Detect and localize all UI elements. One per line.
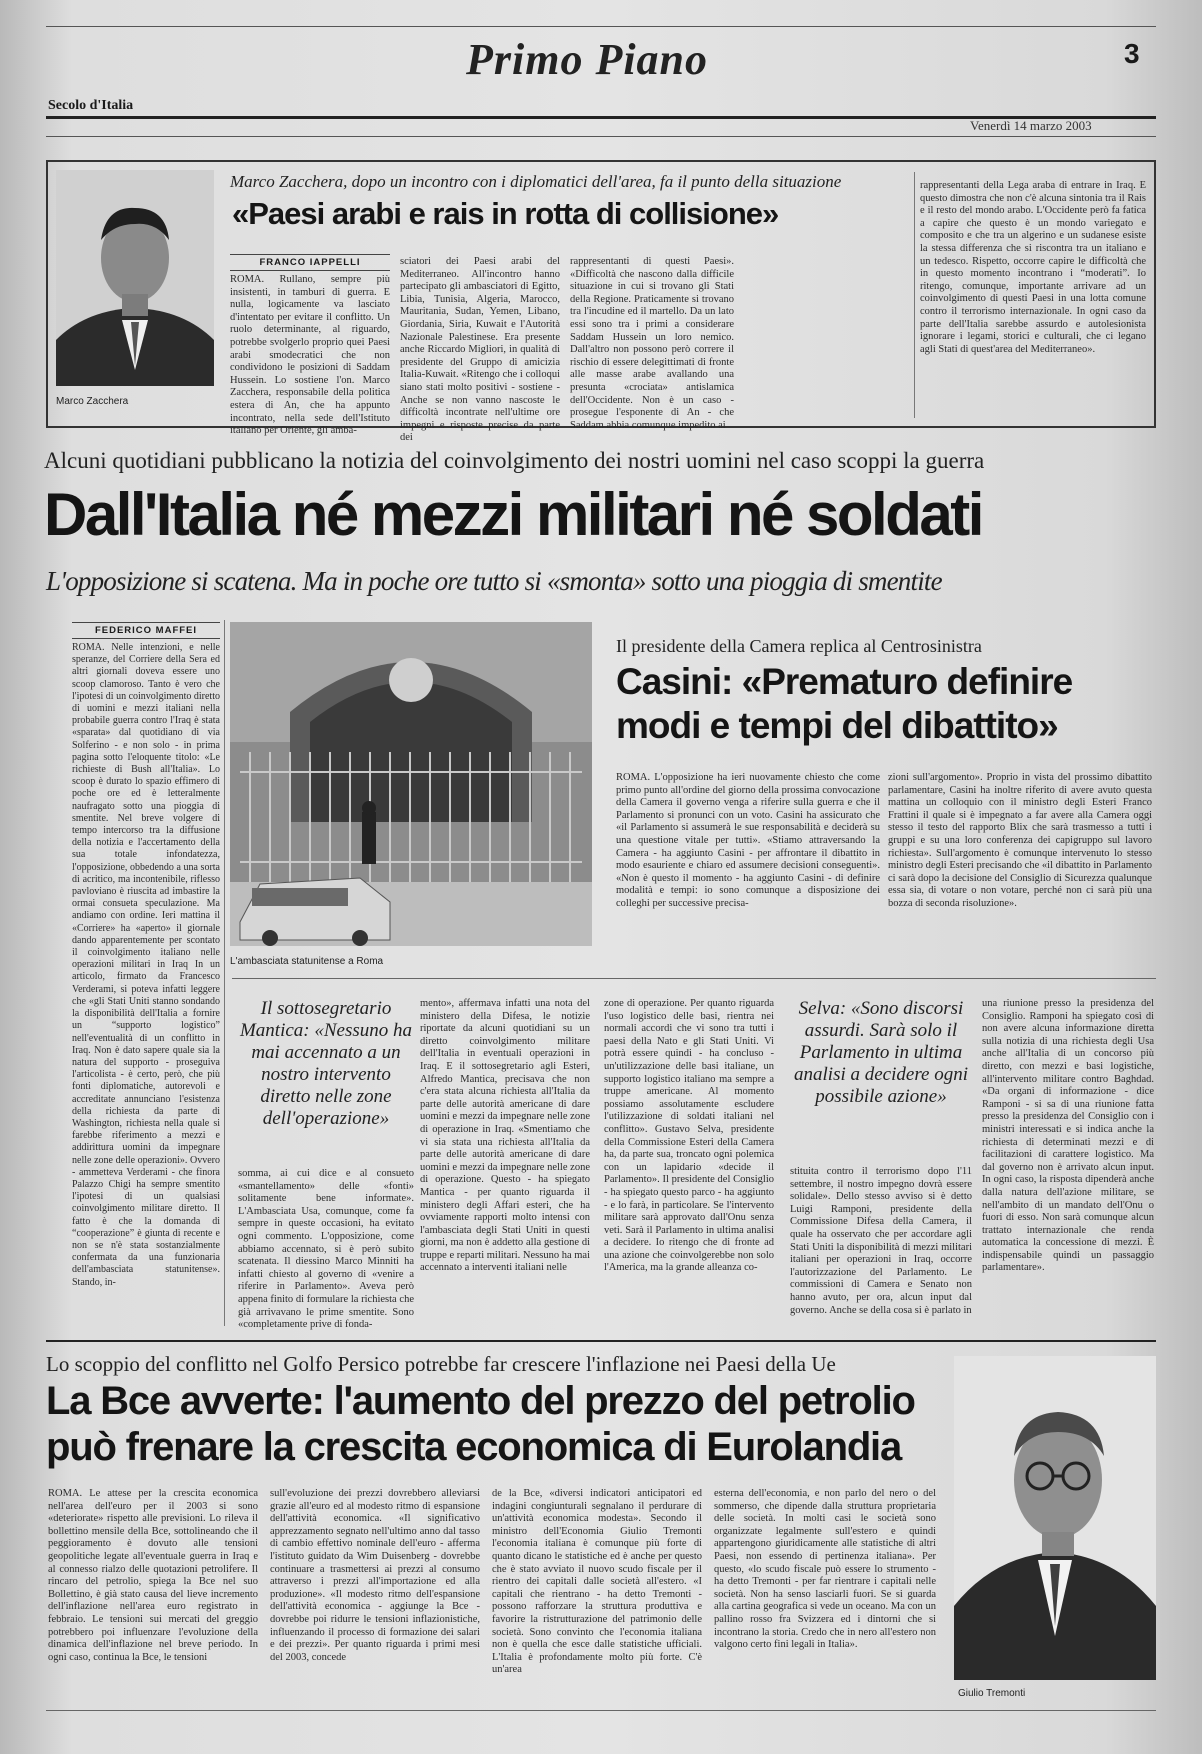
- article3-col2: zioni sull'argomento». Proprio in vista del prossimo dibattito parlamentare, Casini ha inoltre riferito di avere avuto questa mattina un colloquio con il ministro degli Esteri Franco Frattini il quale si è impegnato a far avere alla Camera oggi stesso il testo del rapporto Blix che sarà trasmesso a tutti i gruppi e su una loro conferenza dei capigruppo sul lavoro richiesta». Sull'argomento è comunque intervenuto lo stesso ministro degli Esteri precisando che «il dibattito in Parlamento ci sarà dopo la decisione del Consiglio di Sicurezza qualunque essa sia, di votare o non votare, perché non ci sarà più una bozza di seconda risoluzione».: [888, 772, 1152, 909]
- article2-left-divider: [224, 620, 225, 1326]
- article2-kicker: Alcuni quotidiani pubblicano la notizia del coinvolgimento dei nostri uomini nel caso scoppi la guerra: [44, 448, 985, 473]
- date-rule: [46, 136, 1156, 137]
- article2-subhead: L'opposizione si scatena. Ma in poche ore tutto si «smonta» sotto una pioggia di smentite: [46, 566, 942, 596]
- article4-col4: esterna dell'economia, e non parlo del nero o del sommerso, che dipende dalla struttura proprietaria delle società. In molti casi le società sono organizzate legalmente sull'estero e quindi appartengono giuridicamente alle statistiche di altri Paesi, non essendo di pertinenza italiana». Per questo, «lo scudo fiscale può essere lo strumento - ha detto Tremonti - per far rientrare i capitali nelle società. Non ha senso lasciarli fuori. Se si guarda alla cartina geografica si vede un oceano. Ma con un pallino rosso fra Svizzera ed i dintorni che si incontrano la storia. Credo che in nero all'estero non valgono certo fini legali in Italia».: [714, 1488, 936, 1651]
- article2-left-column: ROMA. Nelle intenzioni, e nelle speranze, del Corriere della Sera ed altri giornali doveva essere uno scoop clamoroso. Tanto è vero che l'ipotesi di un coinvolgimento diretto di uomini e mezzi italiani nella probabile guerra contro l'Iraq è stata «sparata» dal quotidiano di via Solferino - e non solo - in prima pagina sotto l'eloquente titolo: «Le richieste di Bush all'Italia». Lo scoop è durato lo spazio effimero di poche ore ed è letteralmente naufragato sotto una pioggia di smentite. Nel breve volgere di tempo intercorso tra la diffusione della notizia e l'accertamento della sua totale infondatezza, l'opposizione, obbedendo a una sorta di acritico, ma incontenibile, riflesso pavloviano è riuscita ad imbastire la ormai consueta speculazione. Ma andiamo con ordine. Ieri mattina il «Corriere» ha «aperto» il giornale dando apparentemente per scontato il coinvolgimento italiano nelle operazioni militari in Iraq In un articolo, firmato da Francesco Verderami, si poteva infatti leggere che «gli Stati Uniti stanno sondando la disponibilità dell'Italia a fornire un “supporto logistico” nell'eventualità di un conflitto in Iraq. Non è dato sapere quale sia la natura del supporto - proseguiva l'articolista - è certo, però, che più fonti diplomatiche, autorevoli e accreditate annunciano l'esistenza della richiesta da parte di Washington, richiesta nella quale si farebbe riferimento a mezzi e addirittura uomini da impegnare nelle zone delle operazioni». Ovvero - ammetteva Verderami - che finora Palazzo Chigi ha sempre smentito l'ipotesi di un qualsiasi coinvolgimento militare diretto. Il fatto è che la domanda di “cooperazione” è giunta di recente e non se n'è stata sostanzialmente confermata da una funzionaria dell'ambasciata statunitense». Stando, in-: [72, 642, 220, 1288]
- embassy-image: [230, 622, 592, 946]
- article2-bottom-col5: una riunione presso la presidenza del Consiglio. Ramponi ha spiegato così di non avere alcuna informazione diretta sulla notizia di una richiesta degli Usa anche all'Italia di un concorso più diretto, con mezzi e basi logistiche, all'intervento militare contro Baghdad. «Da organi di informazione - dice Ramponi - si sa di una riunione fatta presso la presidenza del Consiglio con i ministri interessati e si indica anche la richiesta di determinati mezzi e di facilitazioni di carattere logistico. Ma dal governo non è arrivato alcun input. In ogni caso, la risposta dipenderà anche dalla natura dell'azione militare, se nell'ambito di un mandato dell'Onu o fuori di esso. Non sarà comunque alcun trattato internazionale che renda automatica la concessione di mezzi. È indispensabile quindi un passaggio parlamentare».: [982, 998, 1154, 1274]
- article1-col2: sciatori dei Paesi arabi del Mediterraneo. All'incontro hanno partecipato gli ambasciatori di Egitto, Libia, Tunisia, Algeria, Marocco, Mauritania, Sudan, Yemen, Libano, Giordania, Siria, Kuwait e l'Autorità Nazionale Palestinese. Era presente anche Riccardo Migliori, in qualità di presidente del Gruppo di amicizia Italia-Kuwait. «Ritengo che i colloqui siano stati molto positivi - sostiene - Anche se non vanno nascoste le difficoltà incontrate nell'ultime ore impegni e risposte precise da parte dei: [400, 256, 560, 444]
- tremonti-photo-caption: Giulio Tremonti: [958, 1688, 1026, 1699]
- article2-bottom-col3: zone di operazione. Per quanto riguarda l'uso logistico delle basi, rientra nei normali accordi che vi sono tra tutti i paesi della Nato e gli Stati Uniti. Vi potrà essere quindi - ha concluso - un'utilizzazione delle basi italiane, un supporto logistico italiano ma sempre a truppe americane. Al momento possiamo assolutamente escludere l'utilizzazione di soldati italiani nel conflitto». Gustavo Selva, presidente della Commissione Esteri della Camera ha, da parte sua, troncato ogni polemica con un lapidario «decide il Parlamento». Il presidente del Consiglio - ha spiegato questo parco - ha aggiunto - e lo farà, in particolare. Se l'intervento militare sarà approvato dall'Onu senza veti. Sarà il Parlamento in ultima analisi a decidere. Io ritengo che di fronte ad una azione che coinvolgerebbe non solo l'America, ma la grande alleanza co-: [604, 998, 774, 1274]
- article2-headline: Dall'Italia né mezzi militari né soldati: [44, 481, 982, 548]
- top-rule: [46, 26, 1156, 27]
- article4-col3: de la Bce, «diversi indicatori anticipatori ed indagini congiunturali segnalano il perdurare di un'attività economica modesta». Secondo il ministro dell'Economia Giulio Tremonti l'economia italiana è comunque più forte di quanto dicano le statistiche ed è anche per questo che è stato avviato il nuovo scudo fiscale per il rientro dei capitali dalle società all'estero. «I capitali che rientrano - ha detto Tremonti - possono rafforzare la struttura produttiva e favorire la ristrutturazione del patrimonio delle società. Sono convinto che l'economia italiana non è quella che esce dalle statistiche ufficiali. L'Italia è profondamente molto più forte. C'è un'area: [492, 1488, 702, 1676]
- paper-name: Secolo d'Italia: [48, 98, 134, 113]
- zacchera-photo: [56, 170, 214, 386]
- tremonti-photo: [954, 1356, 1156, 1680]
- article2-bottom-col1: somma, ai cui dice e al consueto «smantellamento» delle «fonti» solitamente bene informate». L'Ambasciata Usa, comunque, come fa sempre in queste occasioni, ha evitato ogni commento. L'opposizione, come abbiamo accennato, si è però subito scatenata. Il diessino Marco Minniti ha infatti chiesto al governo di «venire a riferire in Parlamento». Aveva però appena finito di formulare la richiesta che già arrivavano le prime smentite. Sono «completamente prive di fonda-: [238, 1168, 414, 1331]
- article1-divider: [914, 172, 915, 418]
- pull-quote-mantica: Il sottosegretario Mantica: «Nessuno ha mai accennato a un nostro intervento diretto nelle zone dell'operazione»: [239, 998, 413, 1129]
- issue-date: Venerdì 14 marzo 2003: [970, 118, 1092, 133]
- article3-headline: Casini: «Prematuro definire modi e tempi del dibattito»: [616, 661, 1073, 746]
- article1-col4: rappresentanti della Lega araba di entrare in Iraq. E questo dimostra che non c'è alcuna sintonia tra il Rais e il resto del mondo arabo. L'Occidente però fa fatica a capire che questo è un mondo variegato e composito e che tra un algerino e un sudanese esiste la stessa differenza che si riscontra tra un italiano e un tedesco. Rispetto, occorre capire le difficoltà che in questo momento incontrano i “moderati”. Io ritengo, comunque, importante arrivare ad un coinvolgimento di questi Paesi in una lotta comune contro il terrorismo internazionale. In ogni caso da parte dell'Italia sarebbe assurdo e autolesionista ignorare i legami, storici e culturali, che ci legano agli Stati di quest'area del Mediterraneo».: [920, 180, 1146, 355]
- article2-mid-rule: [232, 978, 1156, 979]
- pull-quote-selva: Selva: «Sono discorsi assurdi. Sarà solo il Parlamento in ultima analisi a decidere ogni possibile azione»: [794, 998, 968, 1107]
- article1-col3: rappresentanti di questi Paesi». «Difficoltà che nascono dalla difficile situazione in cui si trovano gli Stati della Regione. Praticamente si trovano tra l'incudine ed il martello. Da un lato essi sono tra i primi a considerare Saddam Hussein un loro nemico. Dall'altro non possono però correre il rischio di essere delegittimati di fronte alle masse arabe avallando una presunta «crociata» antislamica dell'Occidente. Non è un caso - prosegue l'esponente di An - che Saddam abbia comunque impedito ai: [570, 256, 734, 431]
- tremonti-image: [954, 1356, 1156, 1680]
- page-number: 3: [1124, 38, 1140, 69]
- portrait-image: [56, 170, 214, 386]
- bottom-rule: [46, 1710, 1156, 1711]
- article1-byline: FRANCO IAPPELLI: [230, 254, 390, 271]
- article4-top-rule: [46, 1340, 1156, 1342]
- article2-byline: FEDERICO MAFFEI: [72, 622, 220, 639]
- article4-col2: sull'evoluzione dei prezzi dovrebbero alleviarsi grazie all'euro ed al modesto ritmo di espansione dell'attività economica. «Il significativo apprezzamento segnato nell'ultimo anno dal tasso di cambio effettivo nominale dell'euro - afferma l'istituto guidato da Wim Duisenberg - dovrebbe continuare a trasmettersi ai prezzi al consumo attraverso i prezzi all'importazione ed alla produzione». «Il modesto ritmo dell'espansione dell'attività economica - aggiunge la Bce - dovrebbe poi ridurre le tensioni inflazionistiche, influenzando il processo di formazione dei salari e dei prezzi». Per quanto riguarda i primi mesi del 2003, concede: [270, 1488, 480, 1663]
- article1-col1: ROMA. Rullano, sempre più insistenti, in tamburi di guerra. E nulla, logicamente va lasciato d'intentato per evitare il conflitto. Un ruolo determinante, al riguardo, potrebbe svolgerlo proprio quei Paesi arabi smodecratici che non condividono le posizioni di Saddam Hussein. Lo sostiene l'on. Marco Zacchera, responsabile della politica estera di An, che ha appunto incontrato, nella sede dell'Istituto italiano per Oriente, gli amba-: [230, 274, 390, 437]
- article3-kicker: Il presidente della Camera replica al Centrosinistra: [616, 636, 982, 656]
- article1-kicker: Marco Zacchera, dopo un incontro con i diplomatici dell'area, fa il punto della situazione: [230, 172, 842, 191]
- article1-headline: «Paesi arabi e rais in rotta di collisione»: [232, 196, 779, 231]
- article2-bottom-col2: mento», affermava infatti una nota del ministero della Difesa, le notizie riportate da alcuni quotidiani su un diretto coinvolgimento militare dell'Italia in eventuali operazioni in Iraq. E il sottosegretario agli Esteri, Alfredo Mantica, precisava che non c'era stata alcuna richiesta all'Italia da parte delle autorità americane di dare uomini e mezzi da impegnare nelle zone di operazione in Iraq. «Smentiamo che vi sia stata una richiesta all'Italia da parte delle autorità americane di dare uomini e mezzi da impegnare nelle zone di operazione. Questo - ha spiegato Mantica - per quanto riguarda il ministero degli Affari esteri, che ha ovviamente rapporti molto intensi con l'ambasciata degli Stati Uniti in questi giorni, ma non è addetto alla gestione di truppe e reparti militari. Nessuno ha mai accennato a interventi italiani nelle: [420, 998, 590, 1274]
- article4-headline: La Bce avverte: l'aumento del prezzo del petrolio può frenare la crescita economica di Eurolandia: [46, 1379, 915, 1469]
- embassy-photo-caption: L'ambasciata statunitense a Roma: [230, 956, 384, 967]
- article4-col1: ROMA. Le attese per la crescita economica nell'area dell'euro per il 2003 si sono «deteriorate» rispetto alle previsioni. Lo rileva il bollettino mensile della Bce, sottolineando che il peggioramento è dovuto alle tensioni geopolitiche legate all'eventuale guerra in Iraq e al connesso rialzo delle quotazioni petrolifere. Il rincaro del petrolio, spiega la Bce nel suo Bollettino, è già stato causa del lieve incremento dell'inflazione nell'area euro registrato in febbraio. Le tensioni sui mercati del greggio potrebbero poi influenzare l'evoluzione della dinamica dell'inflazione nel breve periodo. In ogni caso, continua la Bce, le tensioni: [48, 1488, 258, 1663]
- article2-bottom-col4: stituita contro il terrorismo dopo l'11 settembre, il nostro impegno dovrà essere solidale». Dello stesso avviso si è detto Luigi Ramponi, presidente della Commissione Difesa della Camera, il quale ha osservato che per accordare agli Stati Uniti la disponibilità di mezzi militari italiani per operazioni in Iraq, occorre l'autorizzazione del Parlamento. Le commissioni di Camera e Senato non hanno avuto, per ora, alcun input dal governo. Anche se della cosa si è parlato in: [790, 1166, 972, 1316]
- article4-kicker: Lo scoppio del conflitto nel Golfo Persico potrebbe far crescere l'inflazione nei Paesi della Ue: [46, 1352, 836, 1376]
- article3-col1: ROMA. L'opposizione ha ieri nuovamente chiesto che come primo punto all'ordine del giorno della prossima convocazione della Camera il governo venga a riferire sulla guerra e che il Parlamento si pronunci con un voto. Casini ha assicurato che «il Parlamento si assumerà le sue responsabilità e deciderà su una questione vitale per tutti». «Stiamo attraversando la Camera - ha aggiunto Casini - per affrontare il dibattito in modo esauriente e chiaro ed assumere decisioni conseguenti». «Non è questo il momento - ha aggiunto Casini - di definire modalità e tempi: io sono comunque a disposizione dei colleghi per successive precisa-: [616, 772, 880, 909]
- embassy-photo: [230, 622, 592, 946]
- zacchera-photo-caption: Marco Zacchera: [56, 396, 129, 407]
- section-title: Primo Piano: [466, 35, 709, 84]
